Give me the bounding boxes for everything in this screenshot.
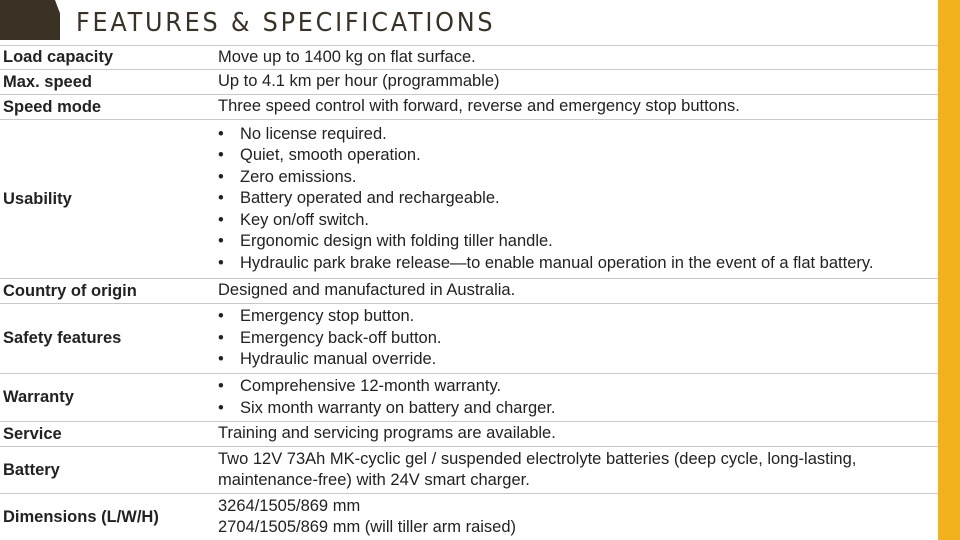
spec-value-line: Two 12V 73Ah MK-cyclic gel / suspended electrolyte batteries (deep cycle, long-lasting, xyxy=(218,449,857,468)
spec-row-country-of-origin xyxy=(0,278,938,303)
spec-row-usability xyxy=(0,119,938,278)
spec-row-service xyxy=(0,421,938,446)
spec-value-line: 3264/1505/869 mm xyxy=(218,496,361,515)
spec-label: Speed mode xyxy=(3,97,102,116)
spec-row-warranty xyxy=(0,373,938,421)
spec-row-dimensions xyxy=(0,493,938,540)
bullet-item: • No license required. xyxy=(218,124,387,143)
bullet-item: • Six month warranty on battery and charger. xyxy=(218,398,556,417)
spec-value: Training and servicing programs are available. xyxy=(218,424,556,443)
spec-label: Usability xyxy=(3,189,72,208)
bullet-item: • Ergonomic design with folding tiller handle. xyxy=(218,232,553,251)
spec-label: Warranty xyxy=(3,388,74,406)
right-accent-bar xyxy=(938,0,960,540)
spec-table xyxy=(0,45,938,540)
page-title: FEATURES & SPECIFICATIONS xyxy=(76,8,496,38)
spec-label: Load capacity xyxy=(3,48,114,66)
spec-label: Max. speed xyxy=(3,72,92,91)
spec-row-battery xyxy=(0,446,938,493)
spec-value: Up to 4.1 km per hour (programmable) xyxy=(218,72,500,91)
bullet-item: • Quiet, smooth operation. xyxy=(218,146,421,165)
bullet-item: • Hydraulic park brake release—to enable manual operation in the event of a flat battery. xyxy=(218,253,874,272)
spec-value: Designed and manufactured in Australia. xyxy=(218,281,516,300)
spec-value-line: 2704/1505/869 mm (will tiller arm raised) xyxy=(218,518,517,536)
bullet-item: • Emergency stop button. xyxy=(218,307,415,326)
spec-row-load-capacity xyxy=(0,45,938,69)
bullet-item: • Battery operated and rechargeable. xyxy=(218,189,500,208)
spec-row-speed-mode xyxy=(0,94,938,119)
bullet-item: • Hydraulic manual override. xyxy=(218,350,437,369)
spec-label: Safety features xyxy=(3,329,122,347)
spec-value: Move up to 1400 kg on flat surface. xyxy=(218,47,476,66)
spec-value: Three speed control with forward, reverse and emergency stop buttons. xyxy=(218,97,740,116)
title-corner-accent xyxy=(0,0,60,40)
spec-label: Service xyxy=(3,424,62,443)
spec-row-safety-features xyxy=(0,303,938,373)
bullet-item: • Emergency back-off button. xyxy=(218,328,442,347)
spec-row-max-speed xyxy=(0,69,938,94)
spec-value-line: maintenance-free) with 24V smart charger. xyxy=(218,471,530,489)
bullet-item: • Comprehensive 12-month warranty. xyxy=(218,377,502,395)
bullet-item: • Key on/off switch. xyxy=(218,210,370,229)
spec-label: Country of origin xyxy=(3,281,137,300)
bullet-item: • Zero emissions. xyxy=(218,167,357,186)
spec-label: Dimensions (L/W/H) xyxy=(3,507,159,526)
spec-label: Battery xyxy=(3,460,60,479)
